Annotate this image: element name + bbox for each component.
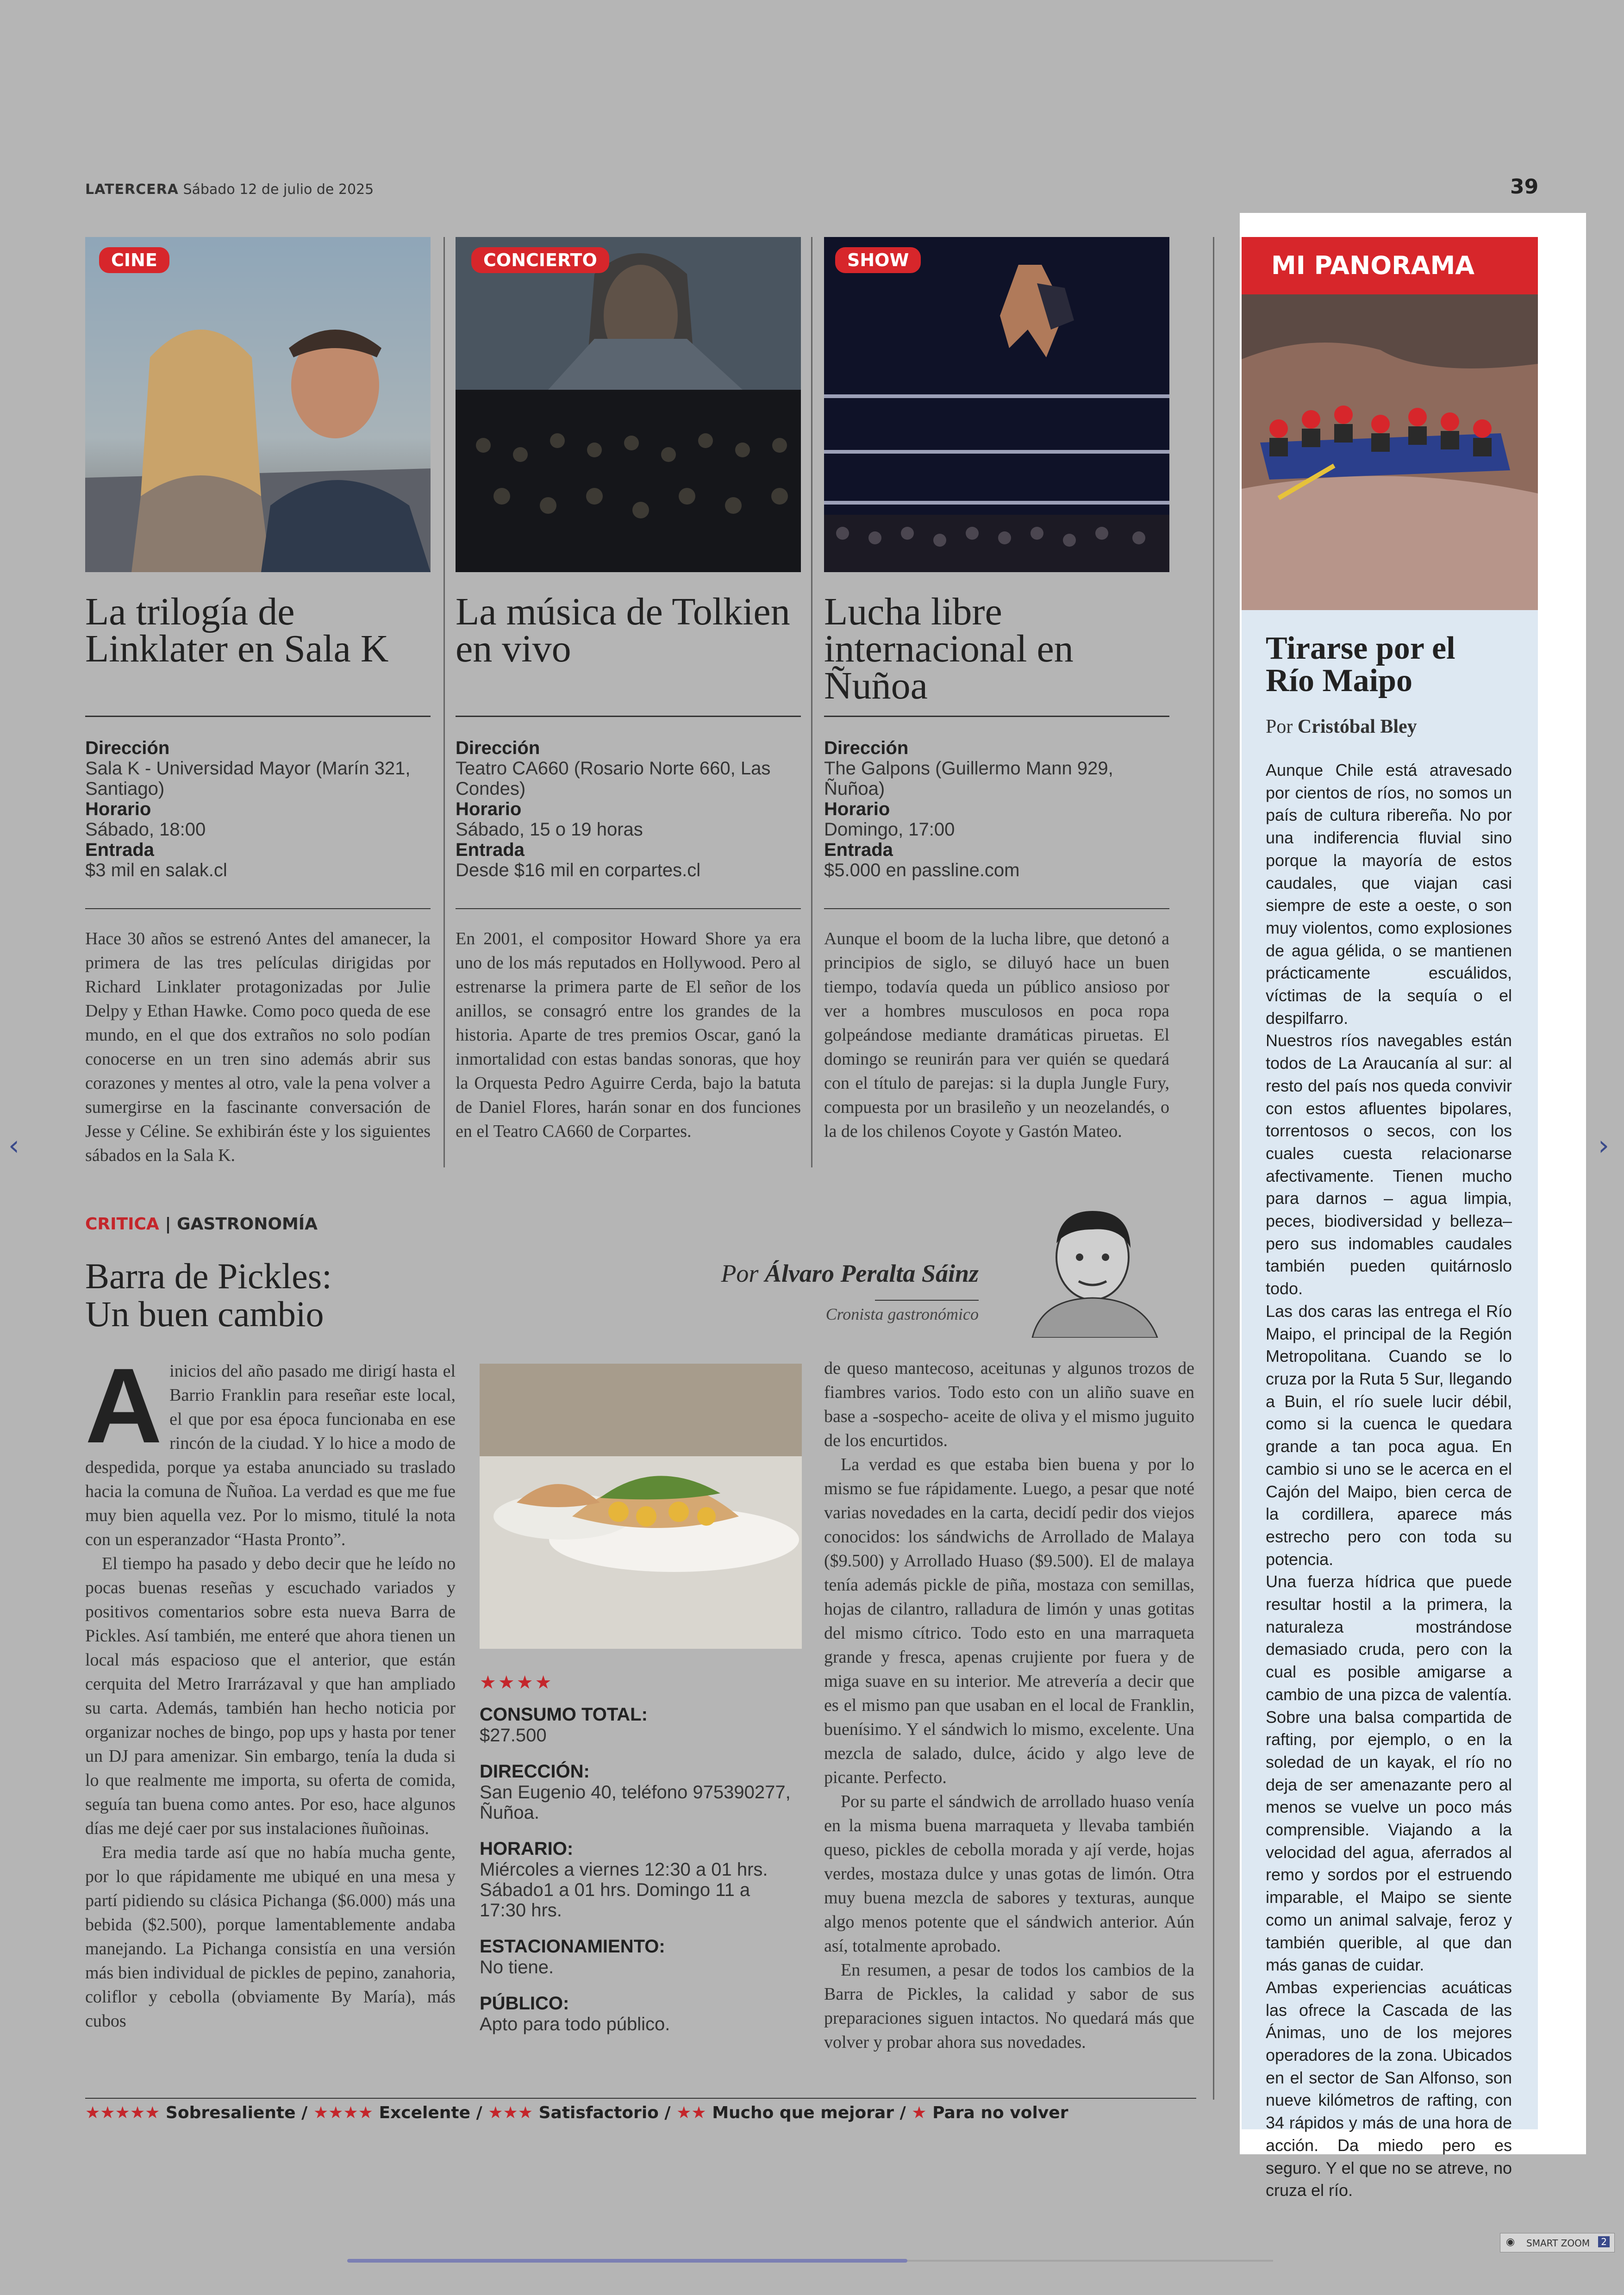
- panorama-paragraph: Una fuerza hídrica que puede resultar hostil a la primera, la naturaleza mostrándose demasiado cruda, pero con la cual es posible amigarse a cambio de una pizca de valentía. Sobre una balsa compartida de rafting, por ejemplo, o en la soledad de un kayak, el río no deja de ser amenazante pero al menos se vuelve un poco más comprensible. Viajando a la velocidad del agua, aferrados al remo y sordos por el estruendo imparable, el Maipo se siente como un animal salvaje, feroz y también querible, al que dan más ganas de cuidar.: [1266, 1572, 1512, 1975]
- fact-label: ESTACIONAMIENTO:: [480, 1936, 665, 1957]
- chevron-right-icon[interactable]: ›: [1598, 1129, 1609, 1162]
- legend-label: Para no volver: [932, 2103, 1068, 2122]
- concierto-photo: [456, 237, 801, 572]
- divider: [456, 716, 801, 717]
- panorama-paragraph: Nuestros ríos navegables están todos de La Araucanía al sur: al resto del país nos queda convivir con estos afluentes bipolares, torrentosos o secos, con los cuales cuesta relacionarse afectivamente. Tienen mucho para darnos – agua limpia, peces, biodiversidad y belleza– pero sus indomables caudales también pueden quitárnoslo todo.: [1266, 1031, 1512, 1298]
- direccion-value: Teatro CA660 (Rosario Norte 660, Las Condes): [456, 758, 771, 799]
- concierto-title-line: La música de Tolkien: [456, 590, 790, 633]
- masthead: [85, 181, 374, 198]
- legend-label: Satisfactorio: [538, 2103, 659, 2122]
- show-body: Aunque el boom de la lucha libre, que detonó a principios de siglo, se diluyó hace un buen tiempo, todavía queda un público ansioso por ver a hombres musculosos en poca ropa golpeándose mediante dramáticas piruetas. El domingo se reunirán para ver quién se quedará con el título de parejas: si la dupla Jungle Fury, compuesta por un brasileño y un neozelandés, o la de los chilenos Coyote y Gastón Mateo.: [824, 929, 1169, 1141]
- review-paragraph: de queso mantecoso, aceitunas y algunos trozos de fiambres varios. Todo esto con un aliño suave en base a -sospecho- aceite de oliva y el mismo juguito de los encurtidos.: [824, 1359, 1194, 1450]
- review-facts: [480, 1672, 794, 2034]
- column-divider: [443, 237, 445, 1167]
- cine-photo: [85, 237, 431, 572]
- byline-author: Álvaro Peralta Sáinz: [764, 1260, 979, 1287]
- panorama-header: [1242, 237, 1538, 294]
- paragraph-text: inicios del año pasado me dirigí hasta el Barrio Franklin para reseñar este local, el que por esa época funcionaba en ese rincón de la ciudad. Y lo hice a modo de despedida, porque ya estaba anunciado su traslado hacia la comuna de Ñuñoa. La verdad es que me fue muy bien aquella vez. Por lo mismo, titulé la nota con un esperanzador “Hasta Pronto”.: [85, 1361, 456, 1549]
- legend-label: Sobresaliente: [165, 2103, 296, 2122]
- panorama-title-line: Río Maipo: [1266, 663, 1412, 698]
- entrada-value: $5.000 en passline.com: [824, 860, 1020, 880]
- show-title: [824, 590, 1185, 707]
- panorama-body: [1266, 759, 1512, 2202]
- review-paragraph: La verdad es que estaba bien buena y por lo mismo se fue rápidamente. Luego, a pesar que noté varias novedades en la carta, decidí pedir dos viejos conocidos: los sándwichs de Arrollado de Malaya ($9.500) y Arrollado Huaso ($9.500). El de malaya tenía además pickle de piña, mostaza con semillas, hojas de cilantro, ralladura de limón y unas gotitas del mismo cítrico. Todo esto en una marraqueta grande y fresca, apenas crujiente por fuera y de miga suave en su interior. Me atrevería a decir que es el mismo pan que usaban en el local de Franklin, buenísimo. Y el sándwich lo mismo, excelente. Una mezcla de salado, dulce, ácido y algo leve de picante. Perfecto.: [824, 1455, 1194, 1787]
- concierto-info: [456, 738, 801, 880]
- entrada-label: Entrada: [85, 840, 154, 860]
- panorama-paragraph: Ambas experiencias acuáticas las ofrece la Cascada de las Ánimas, uno de los mejores operadores de la zona. Ubicados en el sector de San Alfonso, son nueve kilómetros de rafting, con 34 rápidos y más de una hora de acción. Da miedo pero es seguro. Y el que no se atreve, no cruza el río.: [1266, 1977, 1512, 2200]
- cine-body: Hace 30 años se estrenó Antes del amanecer, la primera de las tres películas dirigidas por Richard Linklater protagonizadas por Julie Delpy y Ethan Hawke. Como poco queda de ese mundo, en el que dos extraños no solo podían conocerse en un tren sino además abrir sus corazones y mentes al otro, vale la pena volver a sumergirse en la fascinante conversación de Jesse y Céline. Se exhibirán éste y los siguientes sábados en la Sala K.: [85, 929, 431, 1165]
- section-label: CRITICA | GASTRONOMÍA: [85, 1215, 318, 1234]
- issue-date: Sábado 12 de julio de 2025: [183, 181, 374, 198]
- concierto-title: [456, 590, 817, 670]
- smart-zoom-label: SMART ZOOM: [1526, 2238, 1590, 2249]
- cine-title: [85, 590, 446, 670]
- food-photo: [480, 1364, 802, 1649]
- fact-value: San Eugenio 40, teléfono 975390277, Ñuñoa.: [480, 1782, 791, 1823]
- cine-title-line: Linklater en Sala K: [85, 627, 389, 670]
- byline-rule: [875, 1300, 979, 1301]
- entrada-label: Entrada: [456, 840, 525, 860]
- review-paragraph: Por su parte el sándwich de arrollado huaso venía en la misma buena marraqueta y llevaba también queso, pickles de cebolla morada y ají verde, hojas verdes, mostaza dulce y unas gotas de limón. Otra muy buena mezcla de sabores y texturas, aunque algo menos potente que el sándwich anterior. Aún así, totalmente aprobado.: [824, 1792, 1194, 1956]
- chevron-left-icon[interactable]: ‹: [8, 1129, 19, 1162]
- rating-stars: ★★★★: [480, 1672, 554, 1693]
- show-info: [824, 738, 1169, 880]
- column-divider: [811, 237, 812, 1167]
- divider: [85, 908, 431, 909]
- panorama-title: [1266, 632, 1525, 697]
- cine-info: [85, 738, 431, 880]
- review-title-line: Barra de Pickles:: [85, 1256, 332, 1296]
- direccion-label: Dirección: [456, 738, 540, 758]
- divider: [824, 716, 1169, 717]
- review-paragraph: El tiempo ha pasado y debo decir que he leído no pocas buenas reseñas y escuchado variados y positivos comentarios sobre esta nueva Barra de Pickles. Así también, me enteré que ahora tienen un local más espacioso que el anterior, que están cerquita del Metro Irarrázaval y que han ampliado su carta. Además, también han hecho noticia por organizar noches de bingo, pop ups y hasta por tener un DJ para amenizar. Sin embargo, tenía la duda si lo que realmente me importa, su oferta de comida, seguía tan buena como antes. Por eso, hace algunos días me dejé caer por sus instalaciones ñuñoinas.: [85, 1554, 456, 1838]
- review-paragraph: [85, 1346, 456, 1552]
- brand-name: LATERCERA: [85, 181, 179, 198]
- divider: [85, 716, 431, 717]
- review-byline: [681, 1259, 979, 1288]
- section-label-gastronomia: GASTRONOMÍA: [177, 1215, 318, 1234]
- byline-role: Cronista gastronómico: [825, 1305, 979, 1323]
- show-photo: [824, 237, 1169, 572]
- panorama-title-line: Tirarse por el: [1266, 630, 1455, 666]
- fact-value: Miércoles a viernes 12:30 a 01 hrs. Sábado1 a 01 hrs. Domingo 11 a 17:30 hrs.: [480, 1859, 768, 1921]
- cine-title-line: La trilogía de: [85, 590, 295, 633]
- column-divider: [1213, 237, 1214, 2100]
- legend-stars: ★★★: [488, 2103, 533, 2122]
- show-title-line: internacional en: [824, 627, 1074, 670]
- direccion-label: Dirección: [85, 738, 170, 758]
- review-title-line: Un buen cambio: [85, 1294, 324, 1334]
- horario-label: Horario: [824, 799, 890, 819]
- direccion-value: The Galpons (Guillermo Mann 929, Ñuñoa): [824, 758, 1113, 799]
- review-col-3: [824, 1356, 1194, 2054]
- legend-stars: ★: [912, 2103, 927, 2122]
- show-title-line: Ñuñoa: [824, 664, 928, 707]
- panorama-header-label: MI PANORAMA: [1271, 251, 1475, 280]
- dropcap: A: [85, 1346, 162, 1465]
- panorama-paragraph: Aunque Chile está atravesado por cientos de ríos, no somos un país de cultura ribereña. No por una indiferencia fluvial sino porque la mayoría de estos caudales, que viajan casi siempre de este a oeste, o son muy violentos, como explosiones de agua gélida, o se mantienen prácticamente escuálidos, víctimas de la sequía o el despilfarro.: [1266, 761, 1512, 1028]
- tag-cine: CINE: [99, 247, 169, 273]
- entrada-value: $3 mil en salak.cl: [85, 860, 227, 880]
- horario-value: Domingo, 17:00: [824, 819, 955, 840]
- entrada-label: Entrada: [824, 840, 893, 860]
- review-title: [85, 1257, 332, 1333]
- page-number: 39: [1510, 175, 1539, 199]
- legend-label: Mucho que mejorar: [712, 2103, 894, 2122]
- smart-zoom-button[interactable]: [1500, 2233, 1615, 2252]
- fact-value: No tiene.: [480, 1957, 554, 1977]
- byline-prefix: Por: [1266, 716, 1293, 737]
- smart-zoom-badge: 2: [1598, 2236, 1610, 2247]
- direccion-value: Sala K - Universidad Mayor (Marín 321, Santiago): [85, 758, 411, 799]
- review-paragraph: Era media tarde así que no había mucha gente, por lo que rápidamente me ubiqué en una mesa y partí pidiendo su clásica Pichanga ($6.000) más una bebida ($2.500), porque lamentablemente andaba manejando. La Pichanga consistía en una versión más bien individual de pickles de pepino, zanahoria, coliflor y cebolla (obviamente By María), más cubos: [85, 1843, 456, 2031]
- divider: [456, 908, 801, 909]
- byline-prefix: Por: [721, 1260, 759, 1287]
- horario-value: Sábado, 15 o 19 horas: [456, 819, 643, 840]
- panorama-paragraph: Las dos caras las entrega el Río Maipo, el principal de la Región Metropolitana. Cuando se lo cruza por la Ruta 5 Sur, llegando a Buin, el río suele lucir débil, como si la cuenca le quedara grande a tan poca agua. En cambio si uno se le acerca en el Cajón del Maipo, bien cerca de la cordillera, aparece más estrecho pero con toda su potencia.: [1266, 1301, 1512, 1569]
- rafting-photo: [1242, 294, 1538, 610]
- divider: [824, 908, 1169, 909]
- legend-stars: ★★: [676, 2103, 706, 2122]
- legend-rule: [85, 2098, 1196, 2099]
- tag-concierto: CONCIERTO: [471, 247, 609, 273]
- review-col-1: [85, 1346, 456, 2033]
- fact-value: $27.500: [480, 1725, 547, 1746]
- review-paragraph: En resumen, a pesar de todos los cambios de la Barra de Pickles, la calidad y sabor de sus preparaciones siguen intactos. No quedará más que volver y probar ahora sus novedades.: [824, 1960, 1194, 2052]
- entrada-value: Desde $16 mil en corpartes.cl: [456, 860, 701, 880]
- horario-label: Horario: [456, 799, 522, 819]
- fact-value: Apto para todo público.: [480, 2014, 670, 2034]
- horario-label: Horario: [85, 799, 151, 819]
- author-portrait: [1023, 1202, 1167, 1338]
- horario-value: Sábado, 18:00: [85, 819, 206, 840]
- show-title-line: Lucha libre: [824, 590, 1002, 633]
- direccion-label: Dirección: [824, 738, 909, 758]
- rating-legend: ★★★★★ Sobresaliente / ★★★★ Excelente / ★★★ Satisfactorio / ★★ Mucho que mejorar / ★ Para no volver: [85, 2103, 1068, 2122]
- legend-stars: ★★★★★: [85, 2103, 160, 2122]
- legend-label: Excelente: [379, 2103, 471, 2122]
- eye-icon: ◉: [1506, 2236, 1515, 2248]
- concierto-body: En 2001, el compositor Howard Shore ya era uno de los más reputados en Hollywood. Pero al estrenarse la primera parte de El señor de los anillos, se consagró entre los grandes de la historia. Aparte de tres premios Oscar, ganó la inmortalidad con estas bandas sonoras, que hoy la Orquesta Pedro Aguirre Cerda, bajo la batuta de Daniel Flores, harán sonar en dos funciones en el Teatro CA660 de Corpartes.: [456, 929, 801, 1141]
- tag-show: SHOW: [835, 247, 921, 273]
- section-label-critica: CRITICA: [85, 1215, 159, 1234]
- fact-label: HORARIO:: [480, 1839, 574, 1859]
- byline-author: Cristóbal Bley: [1297, 716, 1417, 737]
- concierto-title-line: en vivo: [456, 627, 571, 670]
- legend-stars: ★★★★: [313, 2103, 373, 2122]
- fact-label: CONSUMO TOTAL:: [480, 1704, 648, 1725]
- fact-label: DIRECCIÓN:: [480, 1761, 590, 1782]
- panorama-byline: [1266, 716, 1417, 738]
- fact-label: PÚBLICO:: [480, 1993, 569, 2014]
- scroll-thumb[interactable]: [347, 2259, 907, 2263]
